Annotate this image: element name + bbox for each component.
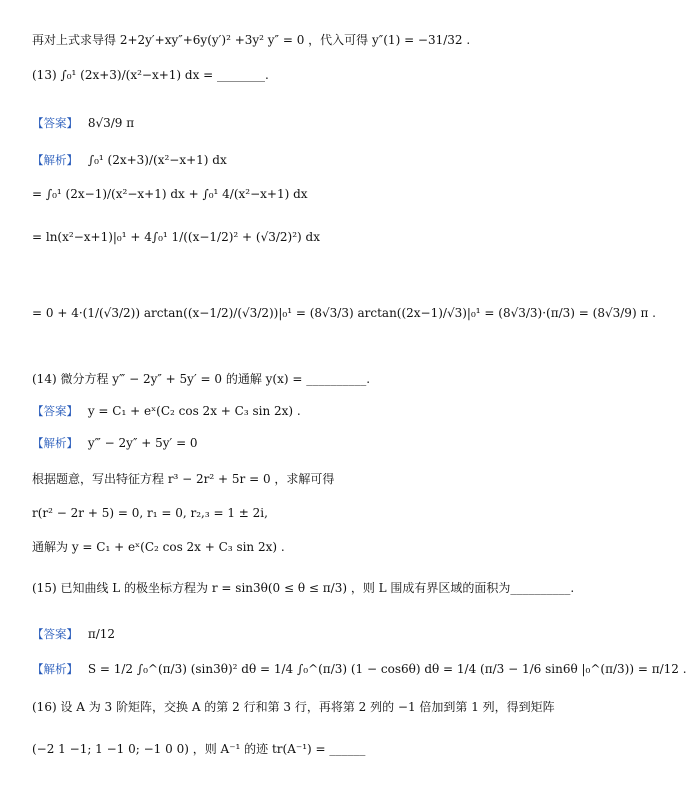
general-solution-line: 通解为 y = C₁ + eˣ(C₂ cos 2x + C₃ sin 2x) . [32,540,285,554]
characteristic-equation-line: 根据题意，写出特征方程 r³ − 2r² + 5r = 0 ，求解可得 [32,472,335,486]
problem-14-statement: (14) 微分方程 y‴ − 2y″ + 5y′ = 0 的通解 y(x) = __________. [32,372,371,386]
problem-16-matrix-line [32,742,365,756]
answer-value: 8√3/9 π [87,116,135,130]
problem-15-statement: (15) 已知曲线 L 的极坐标方程为 r = sin3θ(0 ≤ θ ≤ π/3) ，则 L 围成有界区域的面积为__________. [32,581,575,595]
problem-13-statement: (13) ∫₀¹ (2x+3)/(x²−x+1) dx = ________. [32,68,269,82]
solution-step-2: = ln(x²−x+1)|₀¹ + 4∫₀¹ 1/((x−1/2)² + (√3/2)²) dx [32,230,320,244]
problem-16-statement: (16) 设 A 为 3 阶矩阵，交换 A 的第 2 行和第 3 行，再将第 2 列的 −1 倍加到第 1 列，得到矩阵 [32,700,555,714]
roots-line: r(r² − 2r + 5) = 0, r₁ = 0, r₂,₃ = 1 ± 2i, [32,506,268,520]
derivative-conclusion-text: 再对上式求导得 2+2y′+xy″+6y(y′)² +3y² y″ = 0 ，代入可得 y″(1) = −31/32 . [32,33,471,47]
answer-value: y = C₁ + eˣ(C₂ cos 2x + C₃ sin 2x) . [87,404,301,418]
problem-13-analysis [32,153,227,168]
analysis-tag: 【解析】 [32,662,78,676]
analysis-formula: y‴ − 2y″ + 5y′ = 0 [87,436,198,450]
answer-tag: 【答案】 [32,404,78,418]
analysis-tag: 【解析】 [32,153,78,167]
solution-step-3: = 0 + 4·(1/(√3/2)) arctan((x−1/2)/(√3/2))|₀¹ = (8√3/3) arctan((2x−1)/√3)|₀¹ = (8√3/3)·(π/3) = (8√3/9) π . [32,306,656,320]
problem-14-analysis [32,436,198,451]
analysis-tag: 【解析】 [32,436,78,450]
analysis-formula: ∫₀¹ (2x+3)/(x²−x+1) dx [87,153,227,167]
answer-value: π/12 [87,627,116,641]
problem-15-analysis [32,662,687,677]
derivative-conclusion-line [32,33,470,47]
problem-14-answer [32,404,301,419]
answer-tag: 【答案】 [32,116,78,130]
answer-tag: 【答案】 [32,627,78,641]
solution-step-1: = ∫₀¹ (2x−1)/(x²−x+1) dx + ∫₀¹ 4/(x²−x+1) dx [32,187,308,201]
analysis-formula: S = 1/2 ∫₀^(π/3) (sin3θ)² dθ = 1/4 ∫₀^(π/3) (1 − cos6θ) dθ = 1/4 (π/3 − 1/6 sin6θ |₀^(π/3)) = π/12 . [87,662,687,676]
matrix-and-blank: (−2 1 −1; 1 −1 0; −1 0 0) ，则 A⁻¹ 的迹 tr(A⁻¹) = ______ [32,742,366,756]
problem-15-answer [32,627,115,642]
problem-13-answer [32,116,134,131]
